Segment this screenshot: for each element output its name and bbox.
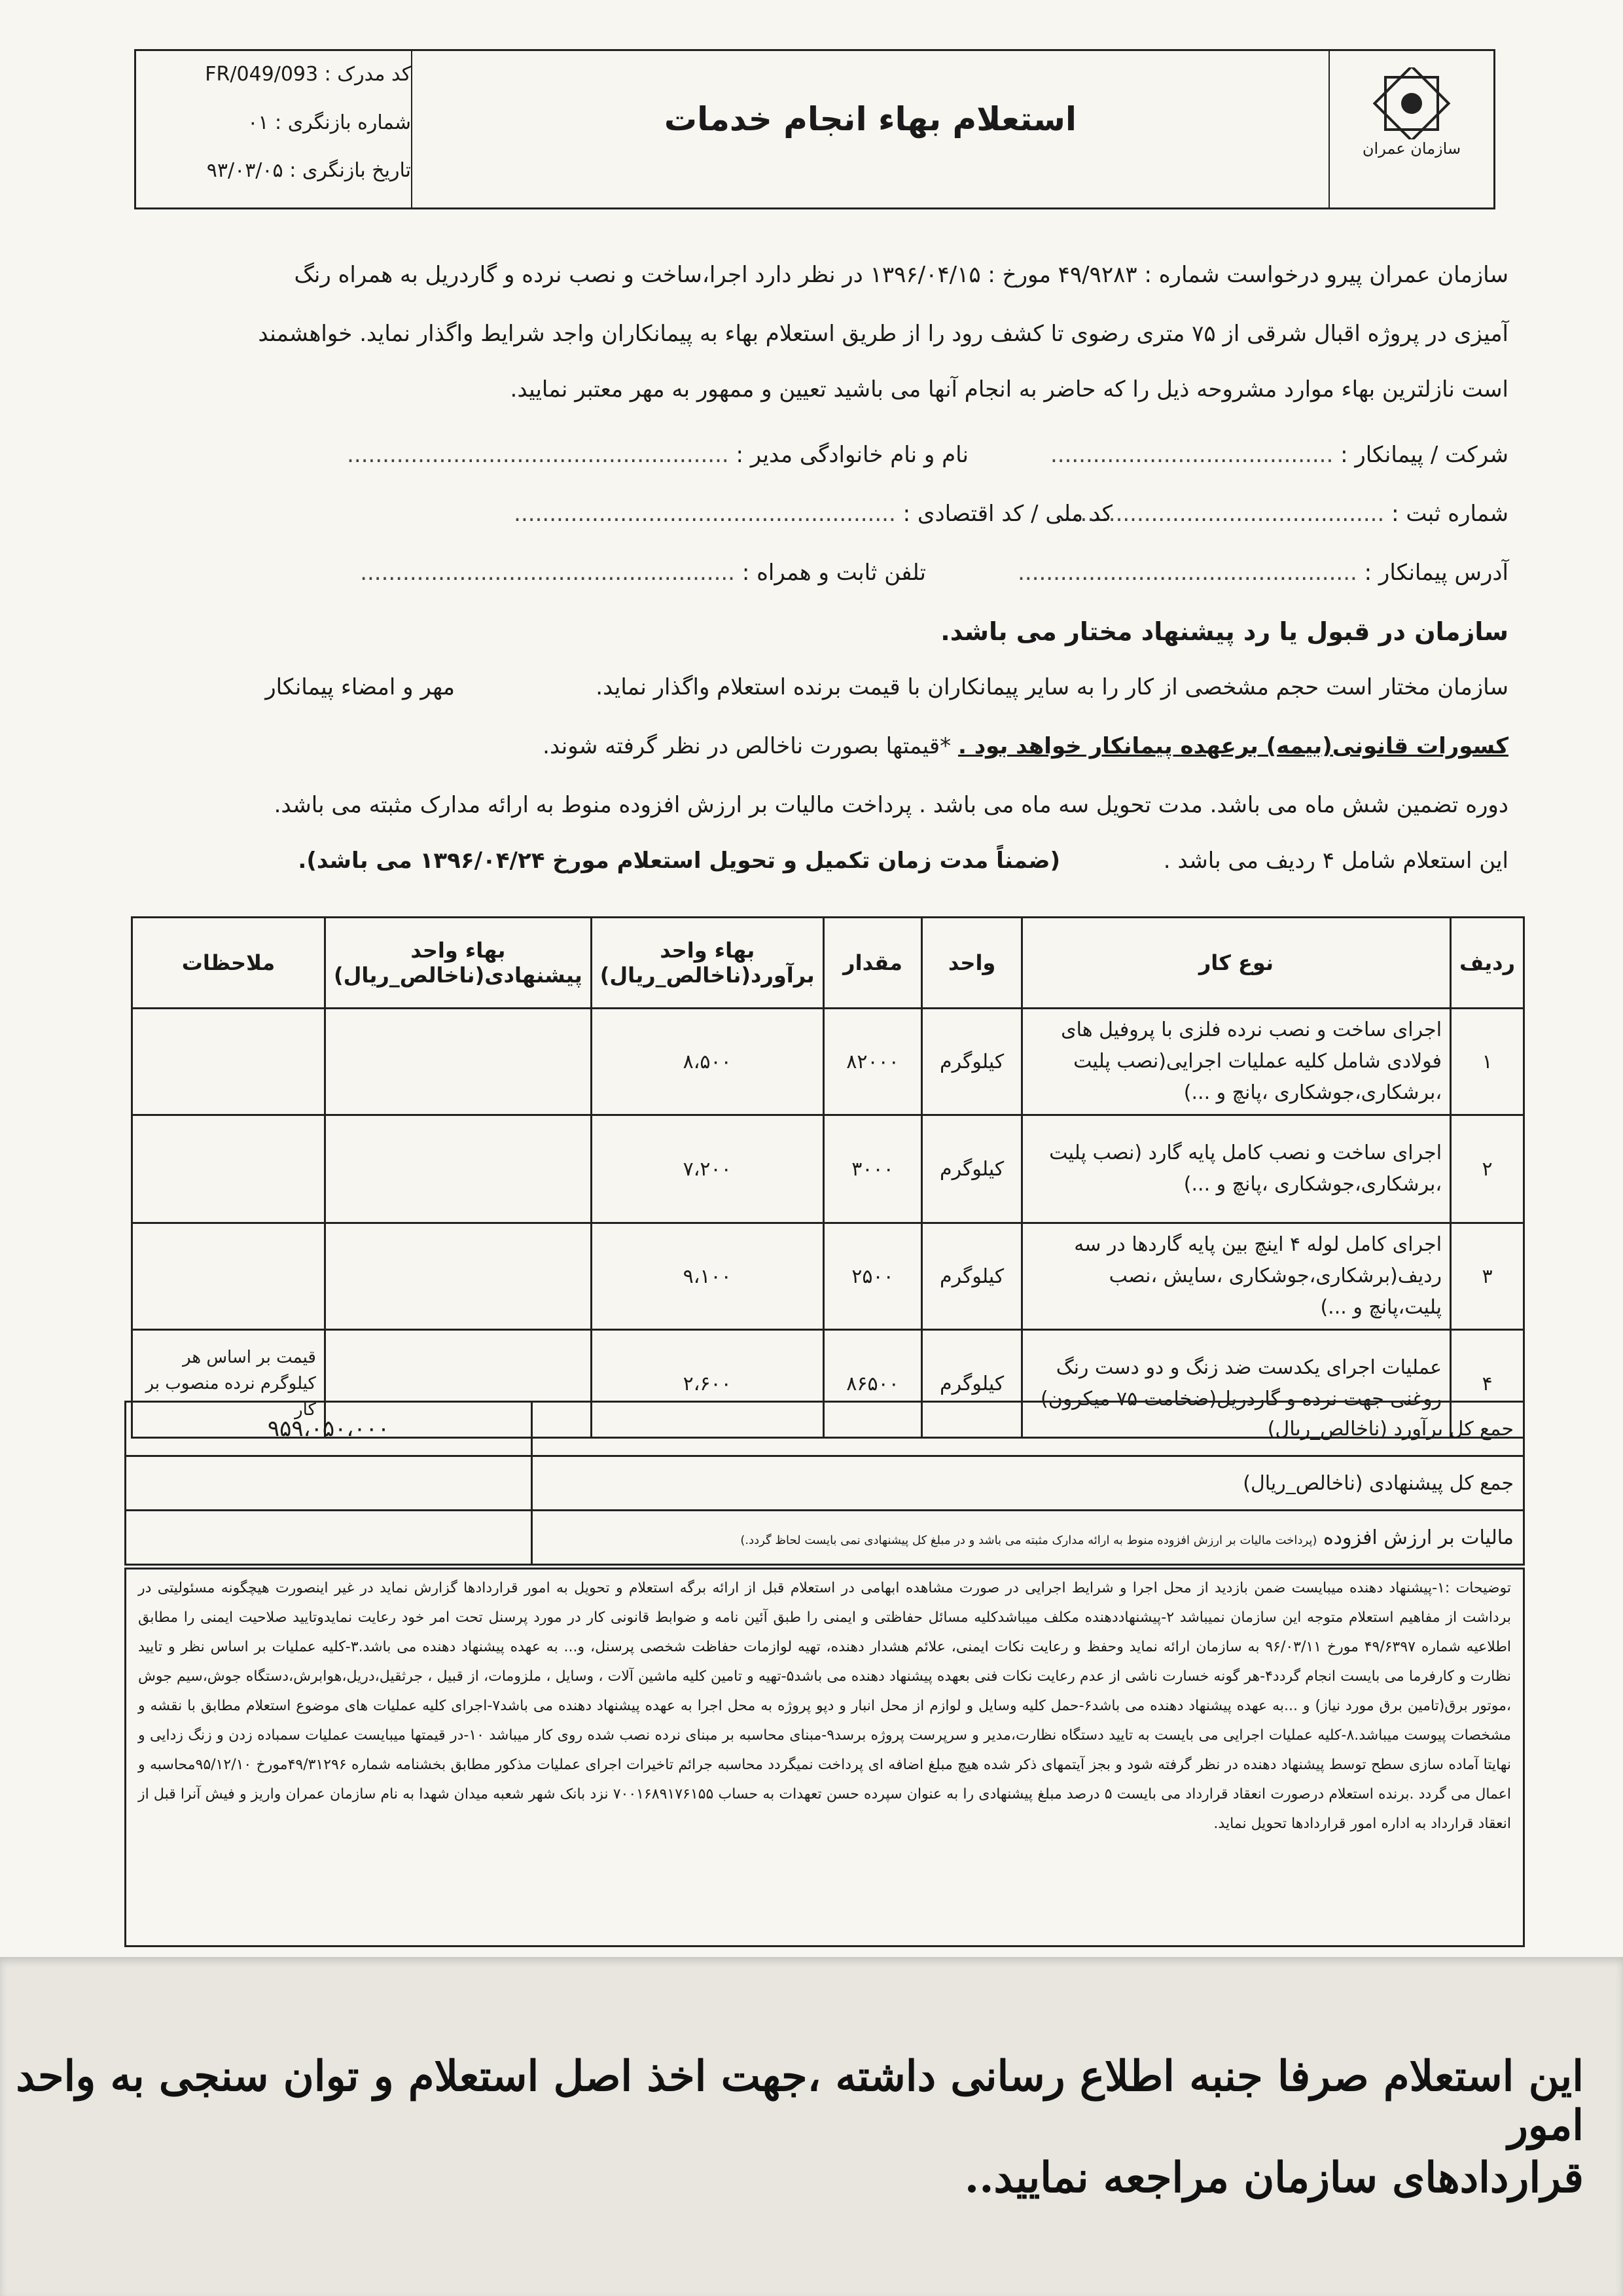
work-description: اجرای کامل لوله ۴ اینچ بین پایه گاردها در سه ردیف(برشکاری،جوشکاری ،سایش ،نصب پلیت،پانچ و ...) (1022, 1223, 1450, 1330)
rows-count-term: این استعلام شامل ۴ ردیف می باشد . (1163, 848, 1508, 874)
proposed-price-cell[interactable] (325, 1223, 591, 1330)
notes-box: توضیحات :۱-پیشنهاد دهنده میبایست ضمن بازدید از محل اجرا و شرایط اجرایی در صورت مشاهده ابهامی در استعلام قبل از ارائه برگه استعلام و تحویل به امور قراردادها گزارش نماید در غیر اینصورت هیچگونه مسئولیتی در برداشت از مفاهیم استعلام متوجه این سازمان نمیباشد ۲-پیشنهاددهنده مکلف میباشدکلیه مسائل حفاظتی و ایمنی را طبق آئین نامه و ضوابط قانونی کار در مورد پرسنل تحت امر خود رعایت نمایدوتایید صلاحیت ایمنی را مطابق اطلاعیه شماره ۴۹/۶۳۹۷ مورخ ۹۶/۰۳/۱۱ به سازمان ارائه نماید وحفظ و رعایت نکات ایمنی، علائم هشدار دهنده، تهیه لوازمات حفاظت شخصی پرسنل، و... به عهده پیشنهاد دهنده می باشد.۳-کلیه عملیات بر اساس نظر و تایید نظارت و کارفرما می بایست انجام گردد۴-هر گونه خسارت ناشی از عدم رعایت نکات فنی بعهده پیشنهاد دهنده می باشد۵-تهیه و تامین کلیه ماشین آلات ، وسایل ، ملزومات، از قبیل ، جرثقیل،دریل،هوابرش،دستگاه جوش،سیم جوش ،موتور برق(تامین برق مورد نیاز) و ...به عهده پیشنهاد دهنده می باشد۶-حمل کلیه وسایل و لوازم از محل انبار و دپو پروژه به محل اجرا به عهده پیشنهاد دهنده می باشد۷-اجرای کلیه عملیات های موضوع استعلام مطابق با نقشه و مشخصات پیوست میباشد.۸-کلیه عملیات اجرایی می بایست به تایید دستگاه نظارت،مدیر و سرپرست پروژه برسد۹-مبنای محاسبه بر مبنای نرده نصب شده روی کار میباشد ۱۰-در قیمتها میبایست عملیات سمباده زدن و زنگ زدایی و نهایتا آماده سازی سطح توسط پیشنهاد دهنده در نظر گرفته شود و بجز آیتمهای ذکر شده هیچ مبلغ اضافه ای پرداخت نمیگردد محاسبه جرائم تاخیرات اجرای عملیات مذکور مطابق بخشنامه شماره ۴۹/۳۱۲۹۶مورخ ۹۵/۱۲/۱۰محاسبه و اعمال می گردد .برنده استعلام درصورت انعقاد قرارداد می بایست ۵ درصد مبلغ پیشنهادی را به عنوان سپرده حسن تعهدات به حساب ۷۰۰۱۶۸۹۱۷۶۱۵۵ نزد بانک شهر شعبه میدان شهدا به نام سازمان عمران واریز و فیش آنرا قبل از انعقاد قرارداد به اداره امور قراردادها تحویل نماید. (124, 1568, 1525, 1947)
table-row (132, 1009, 1524, 1115)
net-prices-text: *قیمتها بصورت ناخالص در نظر گرفته شوند. (543, 733, 952, 759)
national-code-label: کد ملی / کد اقتصادی : (902, 501, 1113, 527)
quantity-cell: ۸۲۰۰۰ (823, 1009, 922, 1115)
company-field: شرکت / پیمانکار : ........................................ (1050, 442, 1508, 468)
estimate-total-label: جمع کل برآورد (ناخالص_ریال) (532, 1402, 1524, 1456)
proposed-price-cell[interactable] (325, 1009, 591, 1115)
column-header: واحد (922, 918, 1022, 1009)
row-number: ۲ (1451, 1115, 1524, 1223)
company-label: شرکت / پیمانکار : (1340, 442, 1508, 468)
vat-label: مالیات بر ارزش افزوده (1323, 1526, 1514, 1549)
estimate-price-cell: ۸،۵۰۰ (591, 1009, 823, 1115)
doc-code: کد مدرک : FR/049/093 (205, 63, 411, 86)
guarantee-term: دوره تضمین شش ماه می باشد. مدت تحویل سه ماه می باشد . پرداخت مالیات بر ارزش افزوده منوط به ارائه مدارک مثبته می باشد. (274, 792, 1508, 818)
work-description: عملیات اجرای یکدست ضد زنگ و دو دست رنگ روغنی جهت نرده و گاردریل(ضخامت ۷۵ میکرون) (1022, 1330, 1450, 1438)
table-row (132, 1115, 1524, 1223)
manager-field: نام و نام خانوادگی مدیر : ...................................................... (347, 442, 969, 468)
deductions-text: کسورات قانونی(بیمه) برعهده پیمانکار خواهد بود . (957, 733, 1508, 759)
stamp-line-1: این استعلام صرفا جنبه اطلاع رسانی داشته ،جهت اخذ اصل استعلام و توان سنجی به واحد امور (16, 2052, 1584, 2150)
vat-row (126, 1511, 1524, 1565)
notes-cell (132, 1009, 325, 1115)
emblem-icon (1372, 67, 1451, 139)
address-label: آدرس پیمانکار : (1364, 560, 1508, 586)
national-code-field: کد ملی / کد اقتصادی : ...................................................... (514, 501, 1113, 527)
work-description: اجرای ساخت و نصب نرده فلزی با پروفیل های فولادی شامل کلیه عملیات اجرایی(نصب پلیت ،برشکاری،جوشکاری ،پانچ و ...) (1022, 1009, 1450, 1115)
quantity-cell: ۳۰۰۰ (823, 1115, 922, 1223)
vat-note: (پرداخت مالیات بر ارزش افزوده منوط به ارائه مدارک مثبته می باشد و در مبلغ کل پیشنهادی نمی بایست لحاظ گردد.) (740, 1533, 1317, 1547)
column-header: ملاحظات (132, 918, 325, 1009)
unit-cell: کیلوگرم (922, 1009, 1022, 1115)
unit-cell: کیلوگرم (922, 1330, 1022, 1438)
notice-stamp (0, 1957, 1623, 2296)
notes-cell (132, 1223, 325, 1330)
intro-line-1: سازمان عمران پیرو درخواست شماره : ۴۹/۹۲۸۳ مورخ : ۱۳۹۶/۰۴/۱۵ در نظر دارد اجرا،ساخت و نصب نرده و گاردریل به همراه رنگ (294, 262, 1508, 288)
estimate-price-cell: ۹،۱۰۰ (591, 1223, 823, 1330)
column-header: نوع کار (1022, 918, 1450, 1009)
row-number: ۱ (1451, 1009, 1524, 1115)
price-table (131, 916, 1525, 1439)
estimate-total-value: ۹۵۹،۰۵۰،۰۰۰ (126, 1402, 532, 1456)
organization-logo (1343, 67, 1480, 198)
estimate-price-cell: ۲،۶۰۰ (591, 1330, 823, 1438)
header-box (134, 49, 1495, 209)
row-number: ۳ (1451, 1223, 1524, 1330)
revision-number: شماره بازنگری : ۰۱ (247, 111, 411, 134)
unit-cell: کیلوگرم (922, 1223, 1022, 1330)
stamp-line-2: قراردادهای سازمان مراجعه نمایید.. (964, 2153, 1584, 2202)
registration-label: شماره ثبت : (1391, 501, 1508, 527)
volume-term: سازمان مختار است حجم مشخصی از کار را به سایر پیمانکاران با قیمت برنده استعلام واگذار نماید. (596, 674, 1508, 700)
phone-label: تلفن ثابت و همراه : (741, 560, 926, 586)
table-row (132, 1223, 1524, 1330)
vat-cell (532, 1511, 1524, 1565)
quantity-cell: ۲۵۰۰ (823, 1223, 922, 1330)
manager-label: نام و نام خانوادگی مدیر : (736, 442, 969, 468)
vat-value[interactable] (126, 1511, 532, 1565)
column-header: مقدار (823, 918, 922, 1009)
quantity-cell: ۸۶۵۰۰ (823, 1330, 922, 1438)
accept-reject-term: سازمان در قبول یا رد پیشنهاد مختار می باشد. (940, 617, 1508, 646)
proposed-total-label: جمع کل پیشنهادی (ناخالص_ریال) (532, 1456, 1524, 1511)
page-title: استعلام بهاء انجام خدمات (664, 100, 1077, 138)
work-description: اجرای ساخت و نصب کامل پایه گارد (نصب پلیت ،برشکاری،جوشکاری ،پانچ و ...) (1022, 1115, 1450, 1223)
notes-cell: قیمت بر اساس هر کیلوگرم نرده منصوب بر کار (132, 1330, 325, 1438)
intro-line-2: آمیزی در پروژه اقبال شرقی از ۷۵ متری رضوی تا کشف رود را از طریق استعلام بهاء به پیمانکاران واجد شرایط واگذار نماید. خواهشمند (258, 321, 1508, 347)
seal-sign-label: مهر و امضاء پیمانکار (265, 674, 455, 700)
unit-cell: کیلوگرم (922, 1115, 1022, 1223)
deadline-term: (ضمناً مدت زمان تکمیل و تحویل استعلام مورخ ۱۳۹۶/۰۴/۲۴ می باشد). (298, 848, 1060, 874)
registration-field: شماره ثبت : .............................................. (1059, 501, 1508, 527)
proposed-price-cell[interactable] (325, 1115, 591, 1223)
proposed-total-value[interactable] (126, 1456, 532, 1511)
column-header: بهاء واحد برآورد(ناخالص_ریال) (591, 918, 823, 1009)
column-header: بهاء واحد پیشنهادی(ناخالص_ریال) (325, 918, 591, 1009)
logo-text: سازمان عمران (1362, 139, 1461, 158)
estimate-total-row (126, 1402, 1524, 1456)
deductions-term (543, 726, 1508, 766)
estimate-price-cell: ۷،۲۰۰ (591, 1115, 823, 1223)
notes-cell (132, 1115, 325, 1223)
table-header-row (132, 918, 1524, 1009)
intro-line-3: است نازلترین بهاء موارد مشروحه ذیل را که حاضر به انجام آنها می باشید تعیین و ممهور به مهر معتبر نمایید. (510, 376, 1508, 403)
phone-field: تلفن ثابت و همراه : ..................................................... (360, 560, 926, 586)
column-header: ردیف (1451, 918, 1524, 1009)
totals-table (124, 1401, 1525, 1566)
revision-date: تاریخ بازنگری : ۹۳/۰۳/۰۵ (206, 159, 411, 182)
proposed-total-row (126, 1456, 1524, 1511)
row-number: ۴ (1451, 1330, 1524, 1438)
address-field: آدرس پیمانکار : ................................................ (1018, 560, 1508, 586)
